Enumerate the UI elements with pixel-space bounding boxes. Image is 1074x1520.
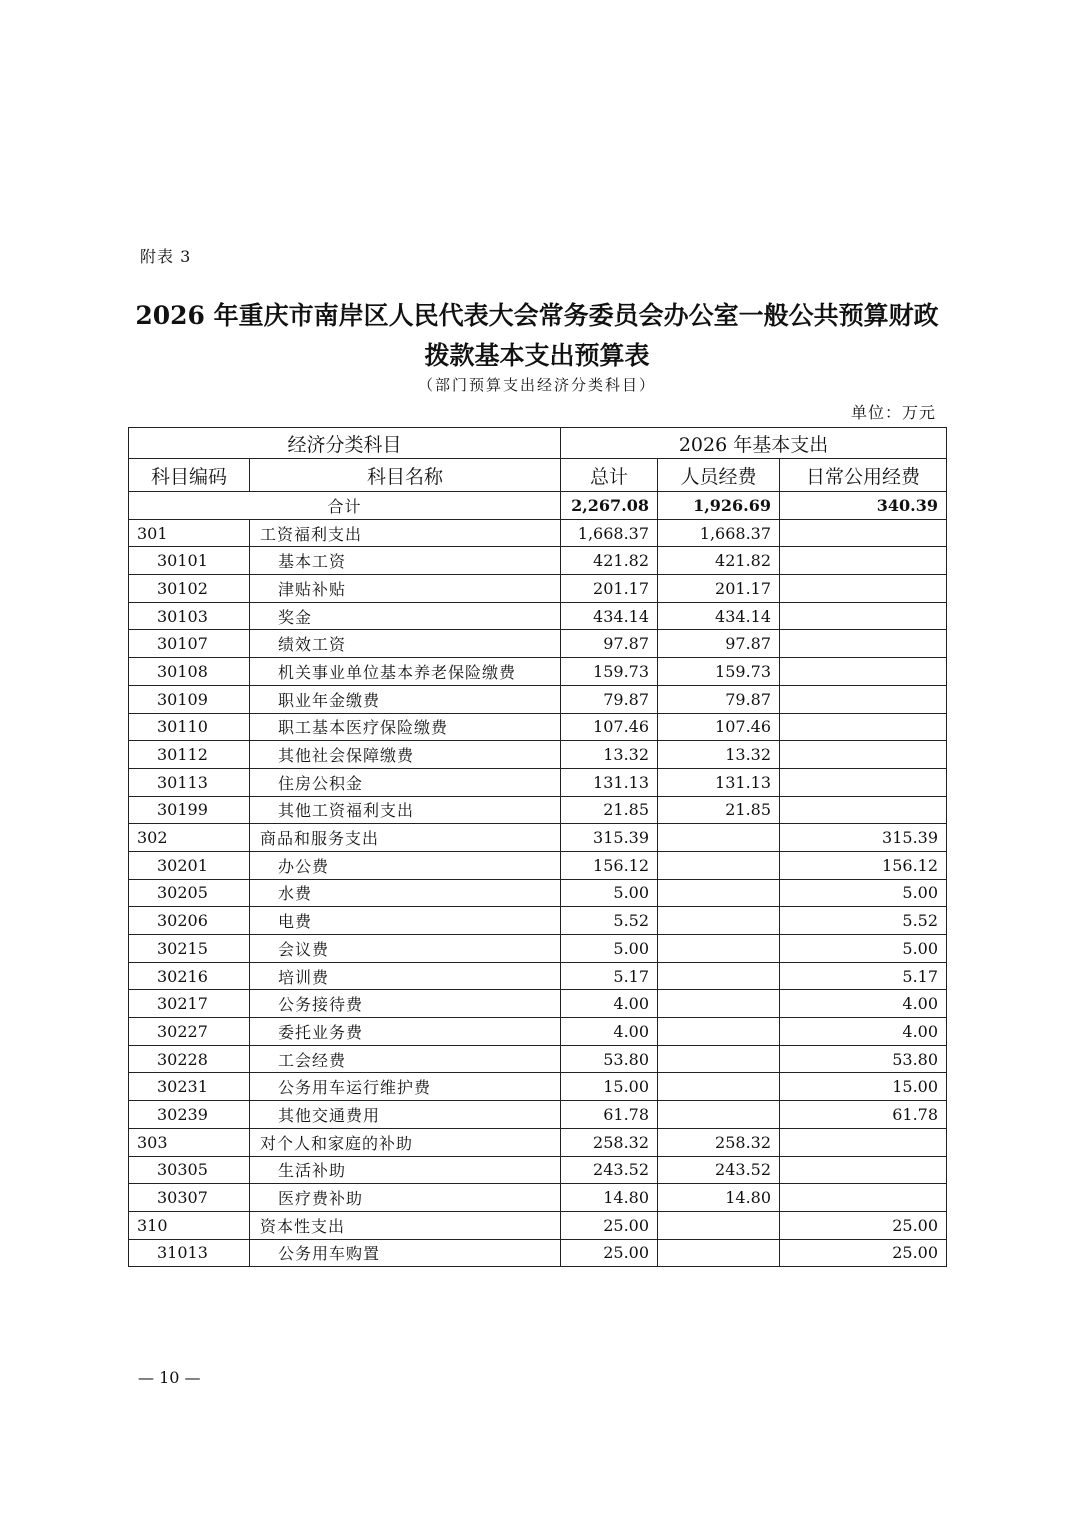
table-row [129,879,947,907]
row-code: 30239 [129,1101,250,1129]
table-row [129,1156,947,1184]
row-personnel: 97.87 [658,630,780,658]
row-total: 434.14 [561,602,658,630]
row-total: 1,668.37 [561,519,658,547]
row-public: 5.00 [780,879,947,907]
row-public: 5.17 [780,962,947,990]
row-name: 对个人和家庭的补助 [250,1128,561,1156]
row-personnel: 421.82 [658,547,780,575]
row-public [780,630,947,658]
row-code: 30217 [129,990,250,1018]
row-public [780,796,947,824]
row-total: 315.39 [561,824,658,852]
header-personnel: 人员经费 [658,459,780,492]
row-name: 办公费 [250,851,561,879]
table-row [129,1045,947,1073]
table-row [129,547,947,575]
row-name: 公务接待费 [250,990,561,1018]
row-personnel: 434.14 [658,602,780,630]
row-total: 156.12 [561,851,658,879]
row-name: 生活补助 [250,1156,561,1184]
row-total: 15.00 [561,1073,658,1101]
total-row [129,492,947,520]
row-public [780,685,947,713]
row-public: 315.39 [780,824,947,852]
total-label: 合计 [129,492,561,520]
table-row [129,519,947,547]
row-public [780,768,947,796]
table-row [129,907,947,935]
row-public: 25.00 [780,1211,947,1239]
row-name: 住房公积金 [250,768,561,796]
row-public [780,519,947,547]
row-code: 30110 [129,713,250,741]
row-total: 5.00 [561,935,658,963]
table-row [129,713,947,741]
row-code: 30102 [129,575,250,603]
row-public [780,1184,947,1212]
row-personnel [658,1211,780,1239]
row-total: 5.52 [561,907,658,935]
table-row [129,1073,947,1101]
row-total: 97.87 [561,630,658,658]
row-public: 5.52 [780,907,947,935]
appendix-label: 附表 3 [140,247,192,266]
row-total: 79.87 [561,685,658,713]
unit-label: 单位：万元 [850,403,936,422]
row-name: 其他交通费用 [250,1101,561,1129]
header-name: 科目名称 [250,459,561,492]
row-public: 25.00 [780,1239,947,1267]
row-personnel [658,1073,780,1101]
header-economic-category: 经济分类科目 [129,428,561,459]
row-public: 5.00 [780,935,947,963]
row-personnel [658,990,780,1018]
row-code: 30108 [129,658,250,686]
row-total: 25.00 [561,1211,658,1239]
table-row [129,630,947,658]
table-row [129,1239,947,1267]
table-row [129,851,947,879]
row-total: 107.46 [561,713,658,741]
row-name: 基本工资 [250,547,561,575]
table-group-header [129,428,947,459]
table-row [129,824,947,852]
table-row [129,658,947,686]
row-public [780,658,947,686]
row-personnel: 21.85 [658,796,780,824]
row-code: 30307 [129,1184,250,1212]
row-code: 30227 [129,1018,250,1046]
row-total: 25.00 [561,1239,658,1267]
table-row [129,741,947,769]
row-personnel [658,1045,780,1073]
row-personnel [658,962,780,990]
row-public: 53.80 [780,1045,947,1073]
document-subtitle: （部门预算支出经济分类科目） [417,376,656,394]
row-personnel: 243.52 [658,1156,780,1184]
row-code: 30206 [129,907,250,935]
table-column-header [129,459,947,492]
row-total: 13.32 [561,741,658,769]
row-total: 4.00 [561,990,658,1018]
table-row [129,962,947,990]
row-code: 30107 [129,630,250,658]
row-code: 30101 [129,547,250,575]
row-code: 303 [129,1128,250,1156]
table-row [129,1018,947,1046]
table-row [129,1128,947,1156]
row-personnel: 201.17 [658,575,780,603]
row-code: 30215 [129,935,250,963]
table-row [129,602,947,630]
row-public [780,741,947,769]
row-personnel [658,851,780,879]
row-personnel [658,824,780,852]
row-public [780,602,947,630]
row-name: 资本性支出 [250,1211,561,1239]
row-code: 30201 [129,851,250,879]
row-total: 61.78 [561,1101,658,1129]
row-personnel: 131.13 [658,768,780,796]
row-name: 水费 [250,879,561,907]
row-personnel: 159.73 [658,658,780,686]
table-row [129,1101,947,1129]
document-title-line-2: 拨款基本支出预算表 [424,341,650,370]
row-name: 委托业务费 [250,1018,561,1046]
table-row [129,1211,947,1239]
header-total: 总计 [561,459,658,492]
table-row [129,768,947,796]
row-name: 电费 [250,907,561,935]
row-total: 243.52 [561,1156,658,1184]
row-name: 职工基本医疗保险缴费 [250,713,561,741]
row-public [780,1156,947,1184]
row-personnel: 1,668.37 [658,519,780,547]
row-name: 职业年金缴费 [250,685,561,713]
row-personnel: 79.87 [658,685,780,713]
row-public: 4.00 [780,990,947,1018]
row-name: 商品和服务支出 [250,824,561,852]
row-personnel: 258.32 [658,1128,780,1156]
row-name: 津贴补贴 [250,575,561,603]
row-code: 30103 [129,602,250,630]
row-public [780,547,947,575]
row-total: 258.32 [561,1128,658,1156]
table-row [129,796,947,824]
row-name: 会议费 [250,935,561,963]
row-total: 14.80 [561,1184,658,1212]
row-code: 30205 [129,879,250,907]
row-total: 5.00 [561,879,658,907]
row-public [780,713,947,741]
row-public: 156.12 [780,851,947,879]
row-code: 31013 [129,1239,250,1267]
table-row [129,685,947,713]
row-code: 30305 [129,1156,250,1184]
row-name: 培训费 [250,962,561,990]
table-row [129,990,947,1018]
row-personnel: 14.80 [658,1184,780,1212]
row-name: 机关事业单位基本养老保险缴费 [250,658,561,686]
total-public: 340.39 [780,492,947,520]
row-total: 131.13 [561,768,658,796]
row-personnel [658,907,780,935]
row-code: 310 [129,1211,250,1239]
row-name: 医疗费补助 [250,1184,561,1212]
row-public [780,575,947,603]
row-total: 4.00 [561,1018,658,1046]
budget-table [128,427,947,1267]
row-personnel: 107.46 [658,713,780,741]
row-name: 公务用车运行维护费 [250,1073,561,1101]
row-total: 159.73 [561,658,658,686]
row-code: 30109 [129,685,250,713]
row-personnel [658,1239,780,1267]
row-total: 201.17 [561,575,658,603]
row-name: 公务用车购置 [250,1239,561,1267]
total-sum: 2,267.08 [561,492,658,520]
document-title-line-1: 2026 年重庆市南岸区人民代表大会常务委员会办公室一般公共预算财政 [135,301,939,330]
table-row [129,1184,947,1212]
row-code: 301 [129,519,250,547]
header-public: 日常公用经费 [780,459,947,492]
row-public: 15.00 [780,1073,947,1101]
header-basic-expenditure: 2026 年基本支出 [561,428,947,459]
row-name: 绩效工资 [250,630,561,658]
row-total: 21.85 [561,796,658,824]
table-row [129,935,947,963]
row-total: 5.17 [561,962,658,990]
row-code: 30228 [129,1045,250,1073]
row-name: 奖金 [250,602,561,630]
row-personnel [658,1101,780,1129]
row-name: 其他工资福利支出 [250,796,561,824]
row-code: 30112 [129,741,250,769]
row-code: 30113 [129,768,250,796]
row-total: 421.82 [561,547,658,575]
total-personnel: 1,926.69 [658,492,780,520]
row-code: 30216 [129,962,250,990]
row-personnel [658,935,780,963]
row-name: 工资福利支出 [250,519,561,547]
row-public: 4.00 [780,1018,947,1046]
row-total: 53.80 [561,1045,658,1073]
table-row [129,575,947,603]
row-code: 30231 [129,1073,250,1101]
page-number: — 10 — [138,1368,201,1387]
row-public [780,1128,947,1156]
row-personnel [658,1018,780,1046]
row-code: 302 [129,824,250,852]
row-personnel: 13.32 [658,741,780,769]
header-code: 科目编码 [129,459,250,492]
row-code: 30199 [129,796,250,824]
row-personnel [658,879,780,907]
row-name: 其他社会保障缴费 [250,741,561,769]
row-name: 工会经费 [250,1045,561,1073]
row-public: 61.78 [780,1101,947,1129]
